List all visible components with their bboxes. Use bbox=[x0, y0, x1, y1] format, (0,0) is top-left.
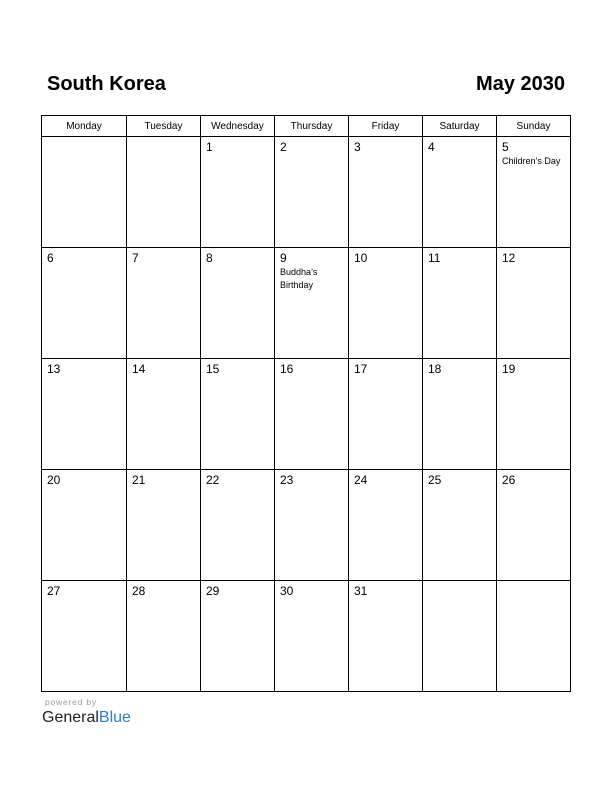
day-cell bbox=[275, 137, 349, 248]
day-cell bbox=[127, 248, 201, 359]
day-cell bbox=[497, 470, 571, 581]
day-number: 5 bbox=[502, 140, 509, 154]
day-number: 19 bbox=[502, 362, 516, 376]
day-number: 17 bbox=[354, 362, 368, 376]
day-number: 12 bbox=[502, 251, 516, 265]
day-cell bbox=[423, 470, 497, 581]
day-number bbox=[127, 137, 200, 140]
day-cell bbox=[275, 581, 349, 692]
calendar-grid bbox=[41, 115, 571, 692]
day-number: 16 bbox=[280, 362, 294, 376]
day-number: 18 bbox=[428, 362, 442, 376]
day-cell bbox=[497, 137, 571, 248]
day-number: 31 bbox=[354, 584, 368, 598]
brand-logo bbox=[42, 708, 131, 728]
day-cell bbox=[275, 359, 349, 470]
week-row bbox=[42, 248, 571, 359]
day-cell bbox=[201, 359, 275, 470]
weekday-friday: Friday bbox=[349, 116, 423, 137]
day-cell bbox=[42, 359, 127, 470]
day-number: 29 bbox=[206, 584, 220, 598]
day-cell bbox=[423, 581, 497, 692]
weekday-monday: Monday bbox=[42, 116, 127, 137]
day-cell bbox=[42, 581, 127, 692]
day-number: 26 bbox=[502, 473, 516, 487]
day-number: 25 bbox=[428, 473, 442, 487]
day-cell bbox=[423, 248, 497, 359]
day-cell bbox=[349, 359, 423, 470]
weekday-header-row bbox=[42, 116, 571, 137]
powered-by-label: powered by bbox=[45, 697, 97, 707]
weekday-wednesday: Wednesday bbox=[201, 116, 275, 137]
day-number: 14 bbox=[132, 362, 146, 376]
day-number bbox=[42, 137, 126, 140]
day-cell bbox=[201, 137, 275, 248]
day-number: 3 bbox=[354, 140, 361, 154]
day-cell bbox=[201, 581, 275, 692]
day-number: 15 bbox=[206, 362, 220, 376]
day-number: 28 bbox=[132, 584, 146, 598]
week-row bbox=[42, 137, 571, 248]
country-title: South Korea bbox=[47, 73, 166, 95]
day-cell bbox=[349, 137, 423, 248]
day-number: 30 bbox=[280, 584, 294, 598]
holiday-label: Buddha’s Birthday bbox=[280, 267, 318, 290]
day-number: 24 bbox=[354, 473, 368, 487]
week-row bbox=[42, 581, 571, 692]
day-number: 10 bbox=[354, 251, 368, 265]
day-cell bbox=[127, 581, 201, 692]
brand-blue-text: Blue bbox=[98, 709, 131, 726]
day-cell bbox=[127, 470, 201, 581]
day-number: 21 bbox=[132, 473, 146, 487]
day-cell bbox=[42, 248, 127, 359]
day-number: 8 bbox=[206, 251, 213, 265]
brand-general-text: General bbox=[42, 709, 99, 726]
day-number: 23 bbox=[280, 473, 294, 487]
day-cell bbox=[349, 470, 423, 581]
day-cell bbox=[349, 581, 423, 692]
footer-branding bbox=[42, 697, 131, 728]
day-number: 9 bbox=[280, 251, 287, 265]
day-number: 7 bbox=[132, 251, 139, 265]
day-number: 27 bbox=[47, 584, 61, 598]
day-cell bbox=[349, 248, 423, 359]
day-cell bbox=[497, 359, 571, 470]
day-number: 2 bbox=[280, 140, 287, 154]
day-number: 13 bbox=[47, 362, 61, 376]
day-cell bbox=[201, 248, 275, 359]
day-cell bbox=[497, 248, 571, 359]
day-number bbox=[423, 581, 496, 584]
day-cell bbox=[423, 137, 497, 248]
week-row bbox=[42, 359, 571, 470]
day-cell bbox=[201, 470, 275, 581]
weekday-tuesday: Tuesday bbox=[127, 116, 201, 137]
day-cell bbox=[497, 581, 571, 692]
day-cell bbox=[42, 470, 127, 581]
week-row bbox=[42, 470, 571, 581]
day-number: 20 bbox=[47, 473, 61, 487]
holiday-label: Children’s Day bbox=[502, 156, 561, 166]
day-number: 1 bbox=[206, 140, 213, 154]
day-cell bbox=[42, 137, 127, 248]
day-cell bbox=[275, 470, 349, 581]
day-number: 22 bbox=[206, 473, 220, 487]
day-number: 4 bbox=[428, 140, 435, 154]
weekday-thursday: Thursday bbox=[275, 116, 349, 137]
weekday-sunday: Sunday bbox=[497, 116, 571, 137]
day-cell bbox=[127, 359, 201, 470]
month-year-title: May 2030 bbox=[476, 73, 565, 95]
day-number: 6 bbox=[47, 251, 54, 265]
day-cell bbox=[275, 248, 349, 359]
day-number: 11 bbox=[428, 251, 441, 265]
day-cell bbox=[423, 359, 497, 470]
day-cell bbox=[127, 137, 201, 248]
day-number bbox=[497, 581, 570, 584]
weekday-saturday: Saturday bbox=[423, 116, 497, 137]
